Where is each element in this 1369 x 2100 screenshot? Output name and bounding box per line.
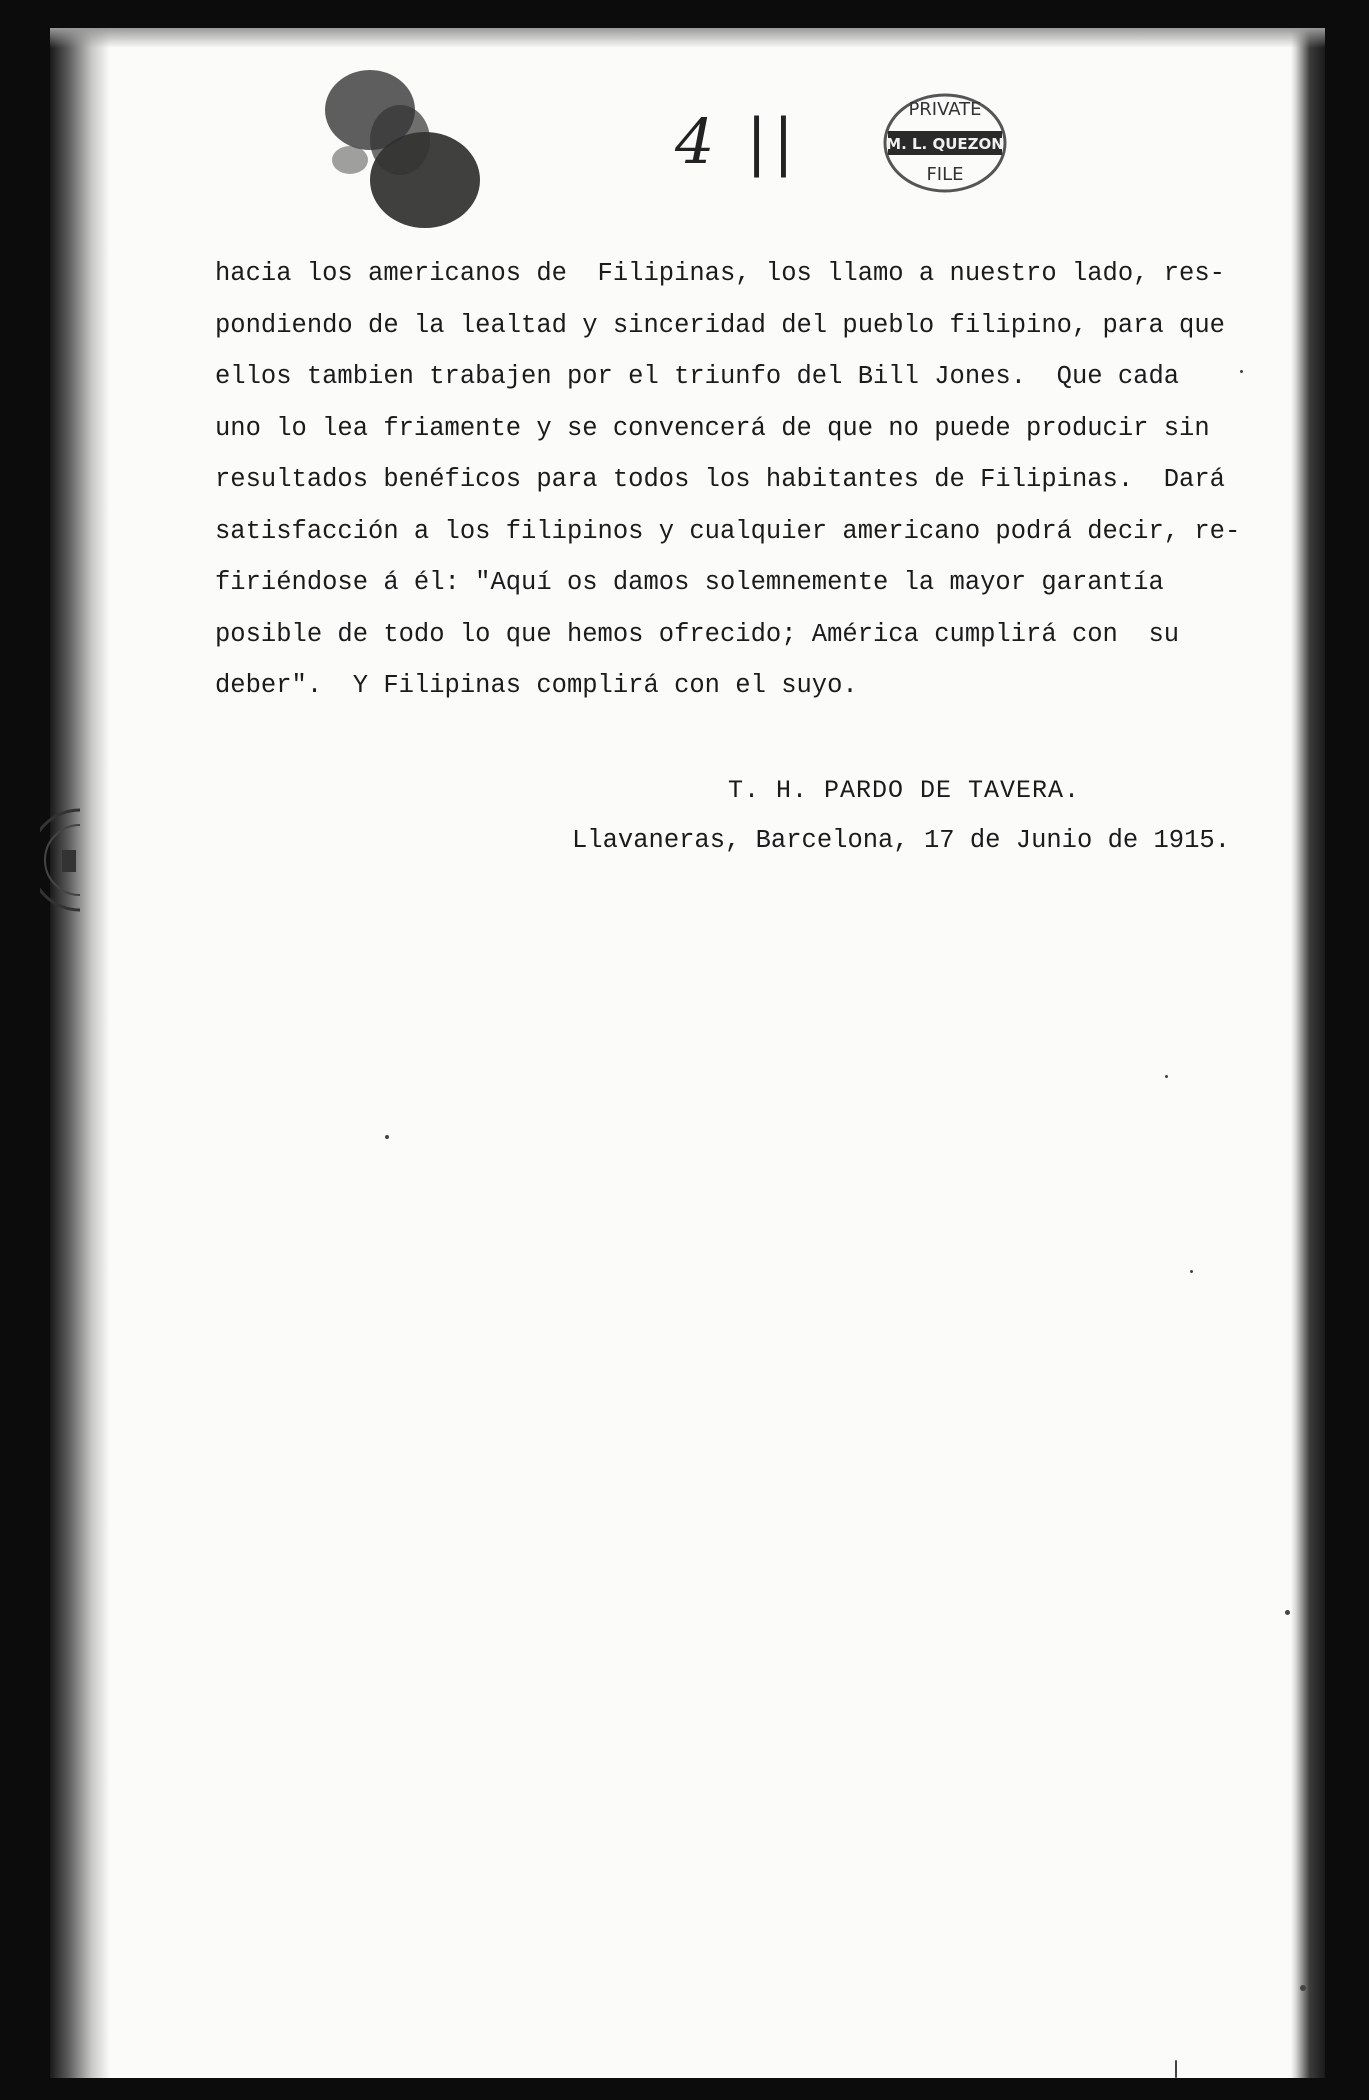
body-line: resultados benéficos para todos los habitantes de Filipinas. Dará — [215, 465, 1225, 494]
letter-body — [215, 248, 1245, 712]
speck — [1165, 1075, 1168, 1078]
page-shadow-right — [1291, 28, 1325, 2078]
body-line: posible de todo lo que hemos ofrecido; América cumplirá con su — [215, 619, 1180, 649]
body-line: ellos tambien trabajen por el triunfo del Bill Jones. Que cada — [215, 362, 1180, 391]
body-line: firiéndose á él: "Aquí os damos solemnemente la mayor garantía — [215, 568, 1164, 597]
speck — [1300, 1985, 1306, 1991]
seal-fragment — [40, 805, 80, 915]
stamp-middle-text: M. L. QUEZON — [886, 135, 1004, 153]
body-line: pondiendo de la lealtad y sinceridad del pueblo filipino, para que — [215, 310, 1225, 340]
speck — [1285, 1610, 1290, 1615]
page-shadow-left — [50, 28, 110, 2078]
ink-blot — [290, 40, 490, 240]
speck — [1190, 1270, 1193, 1273]
body-line: deber". Y Filipinas complirá con el suyo. — [215, 671, 858, 700]
speck — [385, 1135, 389, 1139]
speck — [1240, 370, 1243, 373]
body-line: uno lo lea friamente y se convencerá de que no puede producir sin — [215, 413, 1210, 443]
body-line: satisfacción a los filipinos y cualquier americano podrá decir, re- — [215, 516, 1241, 546]
stamp-top-text: PRIVATE — [908, 99, 982, 120]
body-line: hacia los americanos de Filipinas, los llamo a nuestro lado, res- — [215, 259, 1225, 288]
signature-line: T. H. PARDO DE TAVERA. — [728, 776, 1081, 805]
archive-stamp — [870, 85, 1020, 195]
page-shadow-top — [50, 28, 1325, 48]
speck — [1175, 2060, 1177, 2078]
stamp-bottom-text: FILE — [926, 164, 964, 185]
handwritten-page-number: 4 || — [675, 105, 800, 178]
place-date-line: Llavaneras, Barcelona, 17 de Junio de 1915. — [572, 826, 1231, 855]
